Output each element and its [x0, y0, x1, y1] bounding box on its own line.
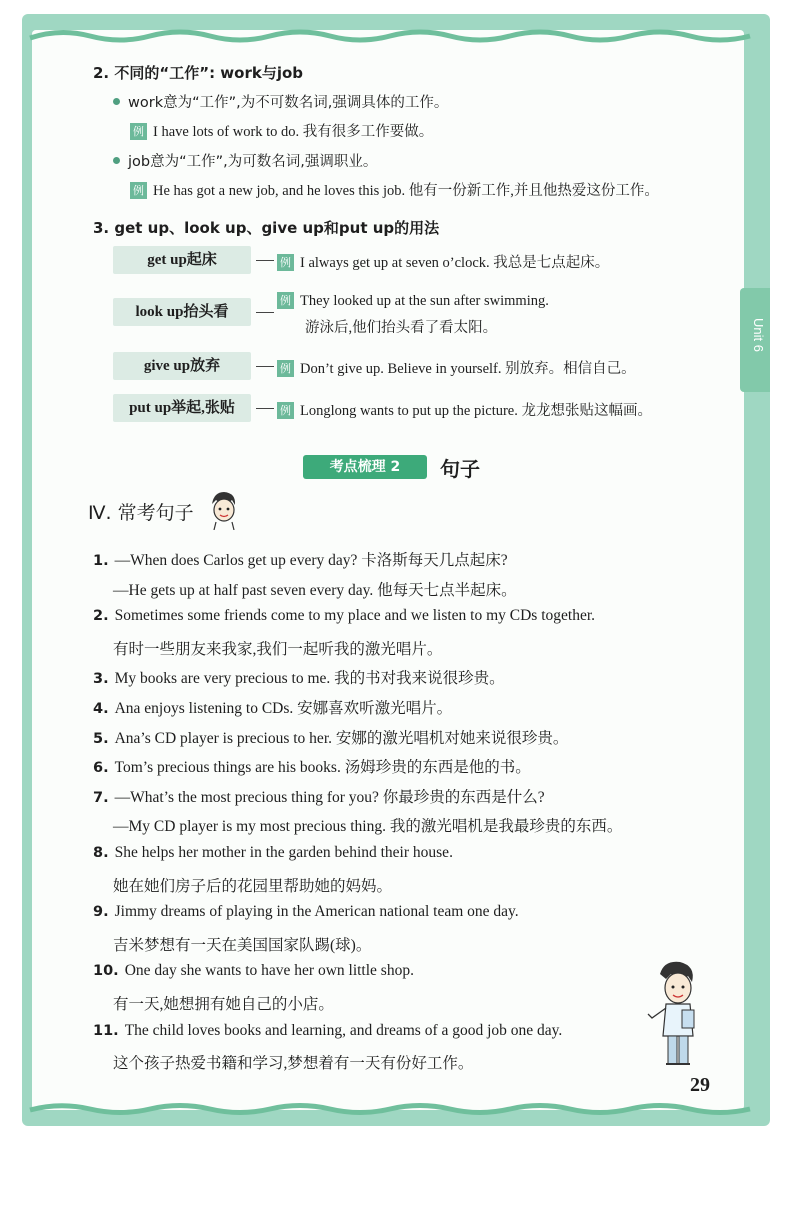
sentence-text: My books are very precious to me. 我的书对我来说很珍贵。 [114, 670, 505, 687]
example-look-up [277, 293, 549, 310]
example-text: I always get up at seven o’clock. 我总是七点起床。 [300, 255, 610, 271]
example-text: I have lots of work to do. 我有很多工作要做。 [153, 124, 434, 140]
example-text: They looked up at the sun after swimming. [300, 293, 549, 309]
phrase-look-up: look up抬头看 [113, 298, 251, 326]
sentence-number: 10. [93, 963, 119, 979]
sentence-text: One day she wants to have her own little shop. [124, 962, 414, 979]
boy-illustration-icon [638, 958, 708, 1070]
bullet-text: job意为“工作”,为可数名词,强调职业。 [128, 154, 378, 170]
phrase-give-up: give up放弃 [113, 352, 251, 380]
section3-heading: 3. get up、look up、give up和put up的用法 [93, 219, 440, 237]
bullet-work [113, 91, 448, 112]
sentence-number: 3. [93, 671, 109, 687]
part4-title: Ⅳ. 常考句子 [88, 502, 194, 524]
sentence-text: —What’s the most precious thing for you? 你最珍贵的东西是什么? [114, 789, 545, 806]
unit-tab-label: Unit 6 [751, 318, 766, 352]
sentence-item [93, 755, 531, 777]
example-text: Don’t give up. Believe in yourself. 别放弃。相信自己。 [300, 361, 636, 377]
unit-side-tab[interactable] [740, 288, 770, 392]
section-badge: 考点梳理 2 [303, 455, 427, 479]
sentence-translation [113, 992, 334, 1014]
sentence-text: Jimmy dreams of playing in the American national team one day. [114, 903, 519, 920]
sentence-item [93, 666, 505, 688]
sentence-number: 8. [93, 845, 109, 861]
sentence-text: Sometimes some friends come to my place and we listen to my CDs together. [114, 607, 596, 624]
sentence-number: 9. [93, 904, 109, 920]
sentence-translation [113, 874, 392, 896]
example-put-up [277, 399, 652, 420]
example-text: He has got a new job, and he loves this job. 他有一份新工作,并且他热爱这份工作。 [153, 183, 659, 199]
connector-line [256, 366, 274, 367]
phrase-get-up: get up起床 [113, 246, 251, 274]
sentence-item [93, 903, 519, 921]
sentence-text: 吉米梦想有一天在美国国家队踢(球)。 [113, 937, 372, 954]
sentence-item [93, 607, 595, 625]
boy-face-icon [206, 488, 240, 530]
sentence-number: 2. [93, 608, 109, 624]
connector-line [256, 260, 274, 261]
sentence-number: 11. [93, 1023, 119, 1039]
sentence-item [93, 548, 508, 570]
sentence-translation [113, 578, 517, 600]
sentence-number: 5. [93, 731, 109, 747]
example-job [130, 179, 659, 200]
example-get-up [277, 251, 609, 272]
sentence-number: 1. [93, 553, 109, 569]
sentence-translation [113, 1051, 473, 1073]
sentence-text: —When does Carlos get up every day? 卡洛斯每天几点起床? [114, 552, 508, 569]
section-badge-title: 句子 [440, 457, 480, 481]
sentence-translation [113, 814, 622, 836]
bullet-text: work意为“工作”,为不可数名词,强调具体的工作。 [128, 95, 449, 111]
example-icon: 例 [277, 292, 294, 309]
sentence-text: The child loves books and learning, and dreams of a good job one day. [124, 1022, 563, 1039]
sentence-item [93, 962, 414, 980]
bullet-dot-icon [113, 98, 120, 105]
sentence-number: 7. [93, 790, 109, 806]
sentence-item [93, 844, 453, 862]
bullet-dot-icon [113, 157, 120, 164]
example-icon: 例 [277, 402, 294, 419]
example-give-up [277, 357, 636, 378]
sentence-text: 她在她们房子后的花园里帮助她的妈妈。 [113, 878, 393, 895]
sentence-text: She helps her mother in the garden behind their house. [114, 844, 453, 861]
section2-heading: 2. 不同的“工作”: work与job [93, 64, 304, 82]
sentence-item [93, 696, 452, 718]
example-icon: 例 [130, 182, 147, 199]
bullet-job [113, 150, 377, 171]
sentence-text: Ana enjoys listening to CDs. 安娜喜欢听激光唱片。 [114, 700, 453, 717]
sentence-text: —My CD player is my most precious thing. 我的激光唱机是我最珍贵的东西。 [113, 818, 623, 835]
connector-line [256, 408, 274, 409]
example-icon: 例 [130, 123, 147, 140]
sentence-text: Ana’s CD player is precious to her. 安娜的激光唱机对她来说很珍贵。 [114, 730, 569, 747]
sentence-item [93, 785, 545, 807]
top-wave-border [0, 22, 800, 48]
example-look-up-line2: 游泳后,他们抬头看了看太阳。 [305, 320, 498, 336]
sentence-text: 有时一些朋友来我家,我们一起听我的激光唱片。 [113, 641, 443, 658]
example-work [130, 120, 433, 141]
sentence-number: 6. [93, 760, 109, 776]
sentence-number: 4. [93, 701, 109, 717]
example-icon: 例 [277, 360, 294, 377]
sentence-item [93, 1022, 562, 1040]
connector-line [256, 312, 274, 313]
example-icon: 例 [277, 254, 294, 271]
page-number: 29 [690, 1074, 710, 1096]
example-text: Longlong wants to put up the picture. 龙龙想张贴这幅画。 [300, 403, 652, 419]
sentence-item [93, 726, 568, 748]
sentence-translation [113, 637, 442, 659]
phrase-put-up: put up举起,张贴 [113, 394, 251, 422]
sentence-text: Tom’s precious things are his books. 汤姆珍贵的东西是他的书。 [114, 759, 531, 776]
sentence-text: —He gets up at half past seven every day. 他每天七点半起床。 [113, 582, 517, 599]
sentence-translation [113, 933, 371, 955]
bottom-wave-border [0, 1098, 800, 1124]
sentence-text: 有一天,她想拥有她自己的小店。 [113, 996, 334, 1013]
sentence-text: 这个孩子热爱书籍和学习,梦想着有一天有份好工作。 [113, 1055, 474, 1072]
